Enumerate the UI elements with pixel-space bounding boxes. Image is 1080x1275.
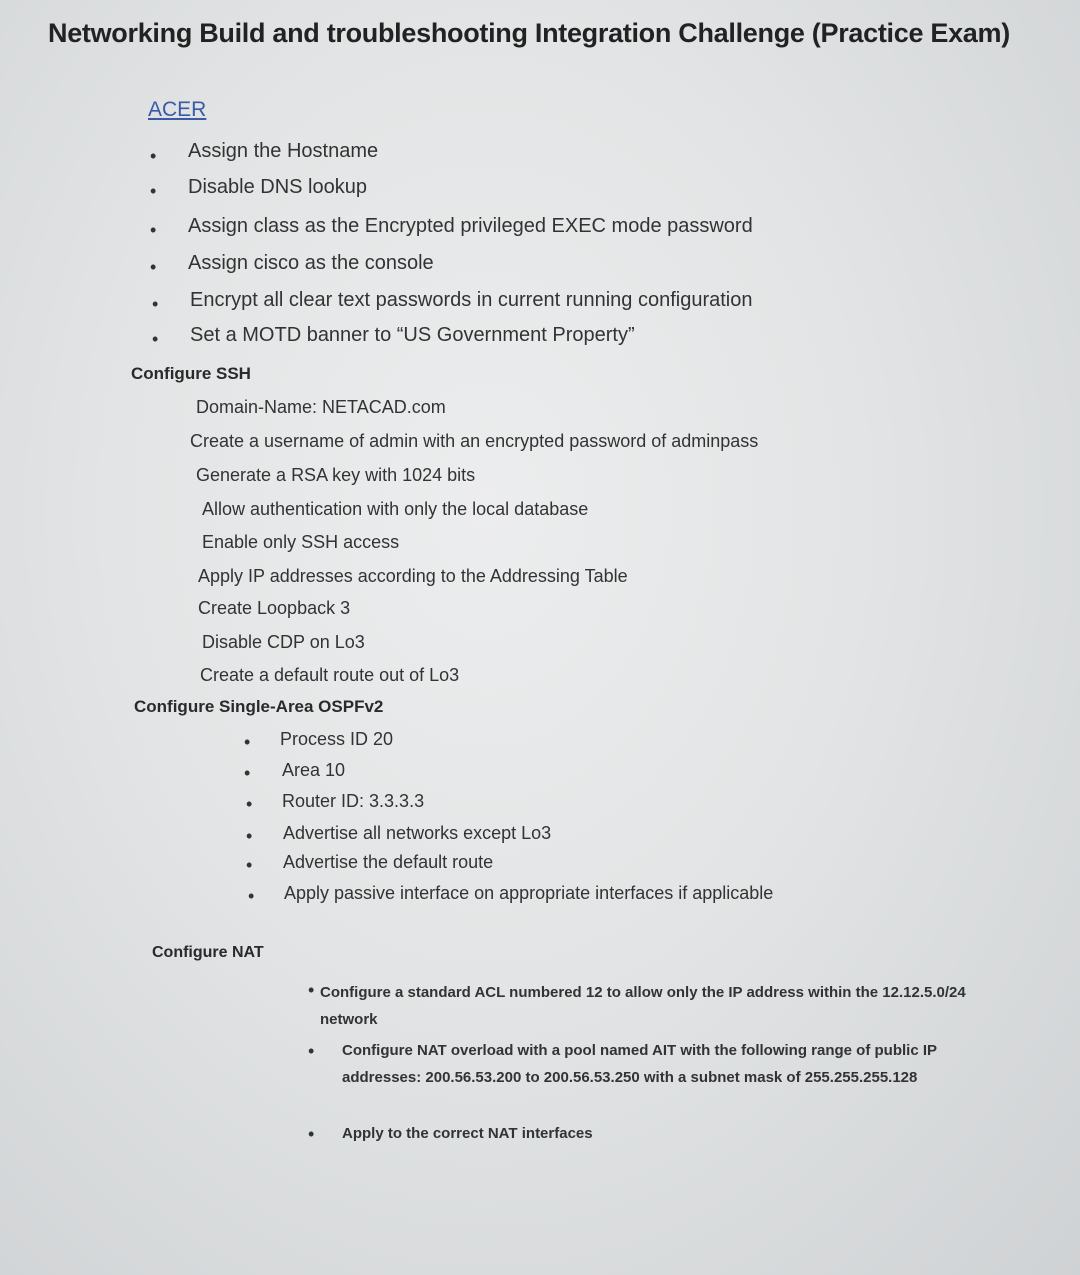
bullet-icon: • <box>150 146 157 166</box>
bullet-icon: • <box>246 826 253 846</box>
acer-item: Set a MOTD banner to “US Government Property” <box>190 324 635 346</box>
ssh-heading: Configure SSH <box>131 364 251 383</box>
acer-item: Encrypt all clear text passwords in current running configuration <box>190 289 753 311</box>
bullet-icon: • <box>244 763 251 783</box>
acer-item: Assign cisco as the console <box>188 252 434 274</box>
nat-heading: Configure NAT <box>152 944 264 961</box>
page-title: Networking Build and troubleshooting Integration Challenge (Practice Exam) <box>48 18 1010 48</box>
acer-item: Assign class as the Encrypted privileged EXEC mode password <box>188 215 753 237</box>
ssh-item: Generate a RSA key with 1024 bits <box>196 465 476 485</box>
ospf-item: Process ID 20 <box>280 729 394 749</box>
bullet-icon: • <box>150 220 157 240</box>
nat-item: Configure NAT overload with a pool named AIT with the following range of public IP addresses: 200.56.53.200 to 200.56.53.250 with a subnet mask of 255.255.255.128 <box>342 1042 937 1086</box>
ssh-item: Disable CDP on Lo3 <box>202 632 365 652</box>
bullet-icon: • <box>150 257 157 277</box>
ospf-item: Advertise the default route <box>283 852 494 872</box>
ssh-item: Create a username of admin with an encrypted password of adminpass <box>190 431 759 451</box>
ospf-heading: Configure Single-Area OSPFv2 <box>134 697 384 716</box>
bullet-icon: • <box>150 181 157 201</box>
ssh-item: Allow authentication with only the local database <box>202 499 589 519</box>
acer-item: Assign the Hostname <box>188 140 379 162</box>
bullet-icon: • <box>152 329 159 349</box>
bullet-icon: • <box>308 1124 315 1144</box>
ssh-item: Apply IP addresses according to the Addressing Table <box>198 566 628 586</box>
ospf-item: Router ID: 3.3.3.3 <box>282 791 425 811</box>
bullet-icon: • <box>248 886 255 906</box>
bullet-icon: • <box>244 732 251 752</box>
acer-item: Disable DNS lookup <box>188 176 367 198</box>
ospf-item: Apply passive interface on appropriate interfaces if applicable <box>284 883 774 903</box>
nat-item: Apply to the correct NAT interfaces <box>342 1125 593 1142</box>
nat-item: Configure a standard ACL numbered 12 to allow only the IP address within the 12.12.5.0/24 network <box>320 984 966 1028</box>
ospf-item: Area 10 <box>282 760 346 780</box>
bullet-icon: • <box>152 294 159 314</box>
ospf-item: Advertise all networks except Lo3 <box>283 823 552 843</box>
ssh-item: Enable only SSH access <box>202 532 400 552</box>
bullet-icon: • <box>246 794 253 814</box>
bullet-icon: • <box>308 980 315 1000</box>
bullet-icon: • <box>246 855 253 875</box>
ssh-item: Create a default route out of Lo3 <box>200 665 460 685</box>
ssh-item: Domain-Name: NETACAD.com <box>196 397 446 417</box>
ssh-item: Create Loopback 3 <box>198 598 351 618</box>
bullet-icon: • <box>308 1041 315 1061</box>
acer-link[interactable]: ACER <box>148 98 207 121</box>
